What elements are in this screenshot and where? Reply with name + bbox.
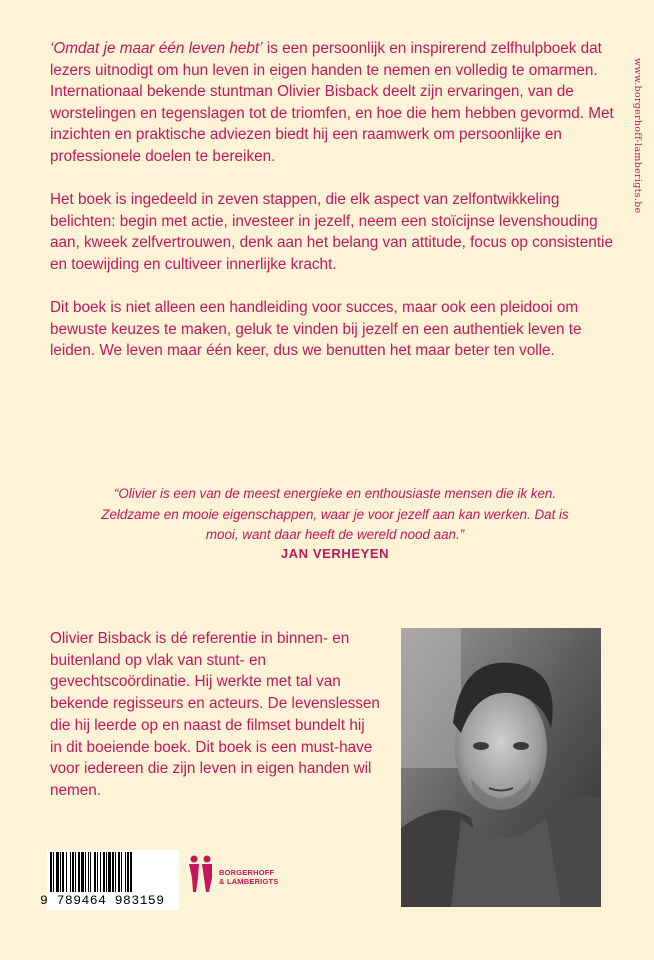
publisher-name-line-2: & LAMBERIGTS: [219, 877, 279, 886]
barcode-bar: [62, 852, 64, 892]
book-title-italic: ‘Omdat je maar één leven hebt’: [50, 40, 263, 57]
back-cover-blurb: [50, 38, 620, 384]
barcode-bar: [106, 852, 107, 892]
author-portrait-image: [401, 628, 601, 907]
barcode-bar: [56, 852, 59, 892]
isbn-number: 9 789464 983159: [40, 893, 165, 908]
barcode-bar: [72, 852, 74, 892]
barcode-bar: [115, 852, 116, 892]
barcode-bar: [103, 852, 105, 892]
testimonial-quote: “Olivier is een van de meest energieke en enthousiaste mensen die ik ken. Zeldzame en mooie eigenschappen, waar je voor jezelf aan kan werken. Dat is mooi, want daar heeft de wereld nood aan.”: [101, 486, 569, 542]
barcode-bar: [60, 852, 61, 892]
barcode-bar: [75, 852, 76, 892]
barcode-bar: [81, 852, 84, 892]
barcode-bar: [100, 852, 101, 892]
barcode-bar: [130, 852, 132, 892]
blurb-paragraph-3: Dit boek is niet alleen een handleiding voor succes, maar ook een pleidooi om bewuste keuzes te maken, geluk te vinden bij jezelf en een authentiek leven te leiden. We leven maar één keer, dus we benutten het maar beter ten volle.: [50, 299, 582, 359]
barcode-bar: [78, 852, 80, 892]
testimonial-author: JAN VERHEYEN: [280, 546, 390, 561]
publisher-name-line-1: BORGERHOFF: [219, 868, 275, 877]
publisher-logo-block: [186, 854, 316, 894]
barcode-bar: [94, 852, 96, 892]
blurb-paragraph-1: [50, 38, 620, 167]
author-bio: Olivier Bisback is dé referentie in binnen- en buitenland op vlak van stunt- en gevechtscoördinatie. Hij werkte met tal van bekende regisseurs en acteurs. De levenslessen die hij leerde op en naast de filmset bundelt hij in dit boeiende boek. Dit boek is een must-have voor iedereen die zijn leven in eigen handen wil nemen.: [50, 630, 380, 799]
barcode-bar: [127, 852, 129, 892]
barcode-bar: [125, 852, 126, 892]
barcode-bar: [97, 852, 98, 892]
publisher-figures-icon: [186, 854, 216, 894]
barcode-bar: [66, 852, 67, 892]
blurb-paragraph-1-text: is een persoonlijk en inspirerend zelfhulpboek dat lezers uitnodigt om hun leven in eigen handen te nemen en volledig te omarmen. Internationaal bekende stuntman Olivier Bisback deelt zijn ervaringen, van de worstelingen en tegenslagen tot de triomfen, en hoe die hem hebben gevormd. Met inzichten en praktische adviezen biedt hij een raamwerk om persoonlijke en professionele doelen te bereiken.: [50, 40, 614, 165]
publisher-name: [219, 868, 278, 886]
blurb-paragraph-2: Het boek is ingedeeld in zeven stappen, die elk aspect van zelfontwikkeling belichten: begin met actie, investeer in jezelf, neem een stoïcijnse levenshouding aan, kweek zelfvertrouwen, denk aan het belang van attitude, focus op consistentie en toewijding en cultiveer innerlijke kracht.: [50, 191, 613, 273]
barcode-bar: [121, 852, 122, 892]
barcode-bar: [50, 852, 52, 892]
barcode-bar: [85, 852, 86, 892]
barcode-bar: [90, 852, 91, 892]
barcode-bar: [53, 852, 54, 892]
barcode-bars-icon: [47, 850, 179, 892]
author-photo: [401, 628, 601, 907]
barcode-bar: [112, 852, 114, 892]
barcode-bar: [88, 852, 89, 892]
barcode-bar: [70, 852, 71, 892]
barcode-bar: [108, 852, 111, 892]
barcode-bar: [118, 852, 120, 892]
publisher-website: www.borgerhoff-lamberigts.be: [632, 58, 643, 214]
